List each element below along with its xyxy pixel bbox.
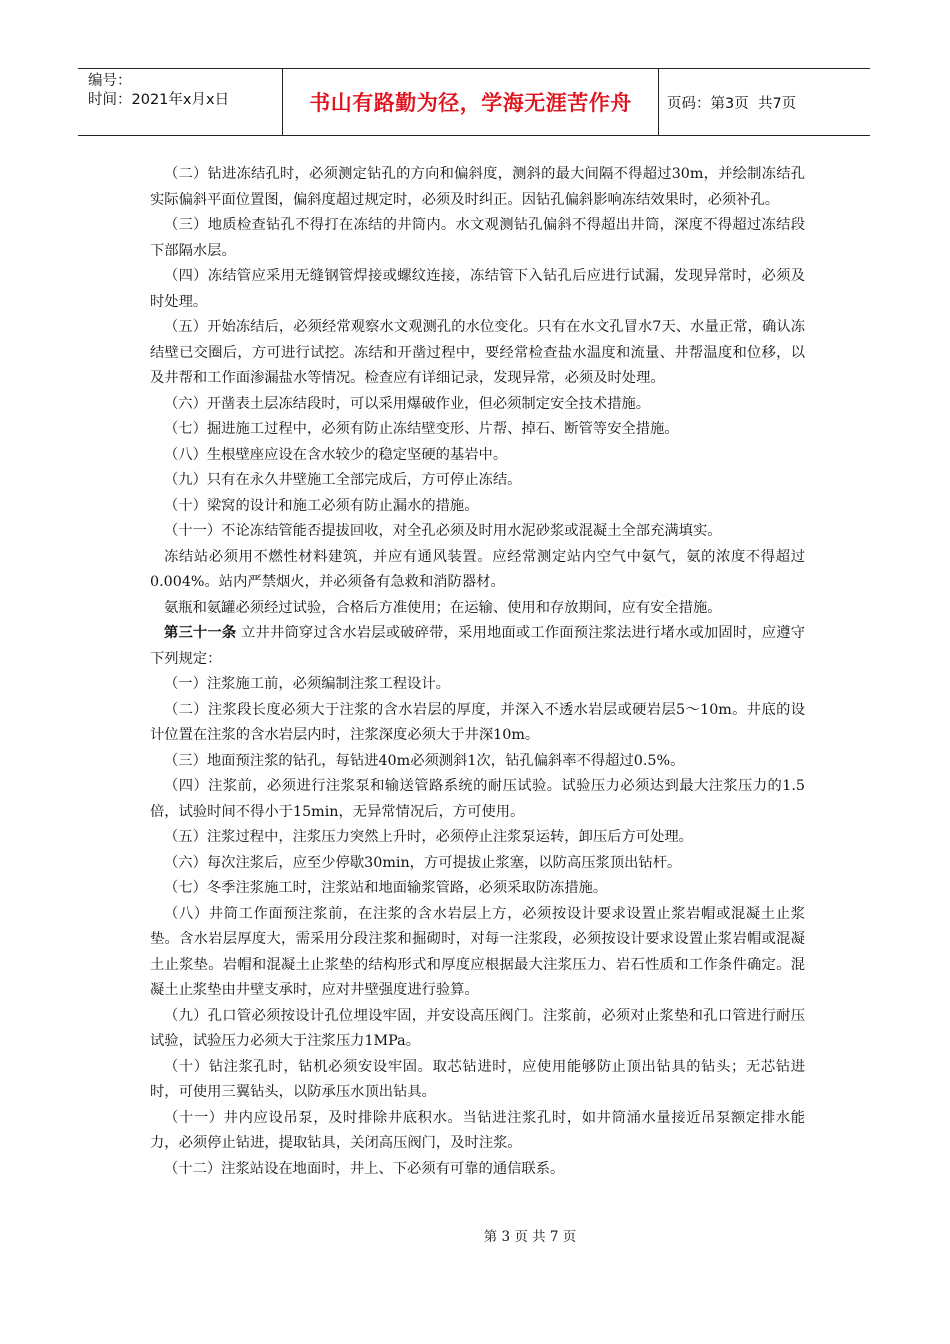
list-item: （十）钻注浆孔时，钻机必须安设牢固。取芯钻进时，应使用能够防止顶出钻具的钻头；无芯钻进时，可使用三翼钻头，以防承压水顶出钻具。	[150, 1058, 805, 1100]
list-item: （一）注浆施工前，必须编制注浆工程设计。	[164, 676, 450, 692]
header-table	[78, 68, 870, 136]
list-item: （十一）井内应设吊泵，及时排除井底积水。当钻进注浆孔时，如井筒涌水量接近吊泵额定排水能力，必须停止钻进，提取钻具，关闭高压阀门，及时注浆。	[150, 1109, 805, 1151]
paragraph: 冻结站必须用不燃性材料建筑，并应有通风装置。应经常测定站内空气中氨气，氨的浓度不得超过0.004%。站内严禁烟火，并必须备有急救和消防器材。	[150, 548, 805, 590]
paragraph: （六）开凿表土层冻结段时，可以采用爆破作业，但必须制定安全技术措施。	[164, 395, 651, 412]
document-number-label: 编号：	[88, 73, 132, 89]
paragraph: （三）地质检查钻孔不得打在冻结的井筒内。水文观测钻孔偏斜不得超出井筒，深度不得超过冻结段下部隔水层。	[150, 217, 805, 259]
page-footer	[0, 1225, 950, 1245]
paragraph: （十一）不论冻结管能否提拔回收，对全孔必须及时用水泥砂浆或混凝土全部充满填实。	[164, 523, 722, 539]
paragraph: （九）只有在永久井壁施工全部完成后，方可停止冻结。	[164, 472, 522, 488]
paragraph: （十）梁窝的设计和施工必须有防止漏水的措施。	[164, 497, 479, 514]
list-item: （五）注浆过程中，注浆压力突然上升时，必须停止注浆泵运转，卸压后方可处理。	[164, 829, 693, 845]
document-time-label: 时间：2021年x月x日	[88, 92, 230, 108]
list-item: （九）孔口管必须按设计孔位埋设牢固，并安设高压阀门。注浆前，必须对止浆垫和孔口管进行耐压试验，试验压力必须大于注浆压力1MPa。	[150, 1007, 805, 1049]
paragraph: （八）生根壁座应设在含水较少的稳定坚硬的基岩中。	[164, 446, 508, 463]
list-item: （十二）注浆站设在地面时，井上、下必须有可靠的通信联系。	[164, 1160, 565, 1177]
list-item: （六）每次注浆后，应至少停歇30min，方可提拔止浆塞，以防高压浆顶出钻杆。	[164, 854, 682, 871]
header-left-cell	[78, 69, 283, 135]
article-text: 立井井筒穿过含水岩层或破碎带，采用地面或工作面预注浆法进行堵水或加固时，应遵守下列规定：	[150, 625, 806, 667]
header-motto: 书山有路勤为径，学海无涯苦作舟	[283, 69, 659, 135]
footer-page-number: 第 3 页 共 7 页	[483, 1229, 577, 1245]
list-item: （三）地面预注浆的钻孔，每钻进40m必须测斜1次，钻孔偏斜率不得超过0.5%。	[164, 752, 685, 769]
document-body	[150, 162, 805, 1182]
paragraph: （二）钻进冻结孔时，必须测定钻孔的方向和偏斜度，测斜的最大间隔不得超过30m，并绘制冻结孔实际偏斜平面位置图，偏斜度超过规定时，必须及时纠正。因钻孔偏斜影响冻结效果时，必须补孔。	[150, 166, 805, 208]
paragraph: 氨瓶和氨罐必须经过试验，合格后方准使用；在运输、使用和存放期间，应有安全措施。	[164, 599, 722, 616]
article-paragraph	[150, 621, 805, 672]
article-number: 第三十一条	[164, 625, 237, 641]
paragraph: （四）冻结管应采用无缝钢管焊接或螺纹连接，冻结管下入钻孔后应进行试漏，发现异常时，必须及时处理。	[150, 268, 805, 310]
paragraph: （五）开始冻结后，必须经常观察水文观测孔的水位变化。只有在水文孔冒水7天、水量正常，确认冻结壁已交圈后，方可进行试挖。冻结和开凿过程中，要经常检查盐水温度和流量、井帮温度和位移，以及井帮和工作面渗漏盐水等情况。检查应有详细记录，发现异常，必须及时处理。	[150, 319, 805, 386]
paragraph: （七）掘进施工过程中，必须有防止冻结壁变形、片帮、掉石、断管等安全措施。	[164, 421, 679, 437]
list-item: （八）井筒工作面预注浆前，在注浆的含水岩层上方，必须按设计要求设置止浆岩帽或混凝土止浆垫。含水岩层厚度大，需采用分段注浆和掘砌时，对每一注浆段，必须按设计要求设置止浆岩帽或混凝土止浆垫。岩帽和混凝土止浆垫的结构形式和厚度应根据最大注浆压力、岩石性质和工作条件确定。混凝土止浆垫由井壁支承时，应对井壁强度进行验算。	[150, 905, 805, 998]
header-page-info: 页码：第3页 共7页	[667, 95, 797, 112]
list-item: （七）冬季注浆施工时，注浆站和地面输浆管路，必须采取防冻措施。	[164, 880, 608, 896]
list-item: （四）注浆前，必须进行注浆泵和输送管路系统的耐压试验。试验压力必须达到最大注浆压力的1.5倍，试验时间不得小于15min，无异常情况后，方可使用。	[150, 778, 805, 820]
list-item: （二）注浆段长度必须大于注浆的含水岩层的厚度，并深入不透水岩层或硬岩层5～10m。井底的设计位置在注浆的含水岩层内时，注浆深度必须大于井深10m。	[150, 701, 805, 743]
